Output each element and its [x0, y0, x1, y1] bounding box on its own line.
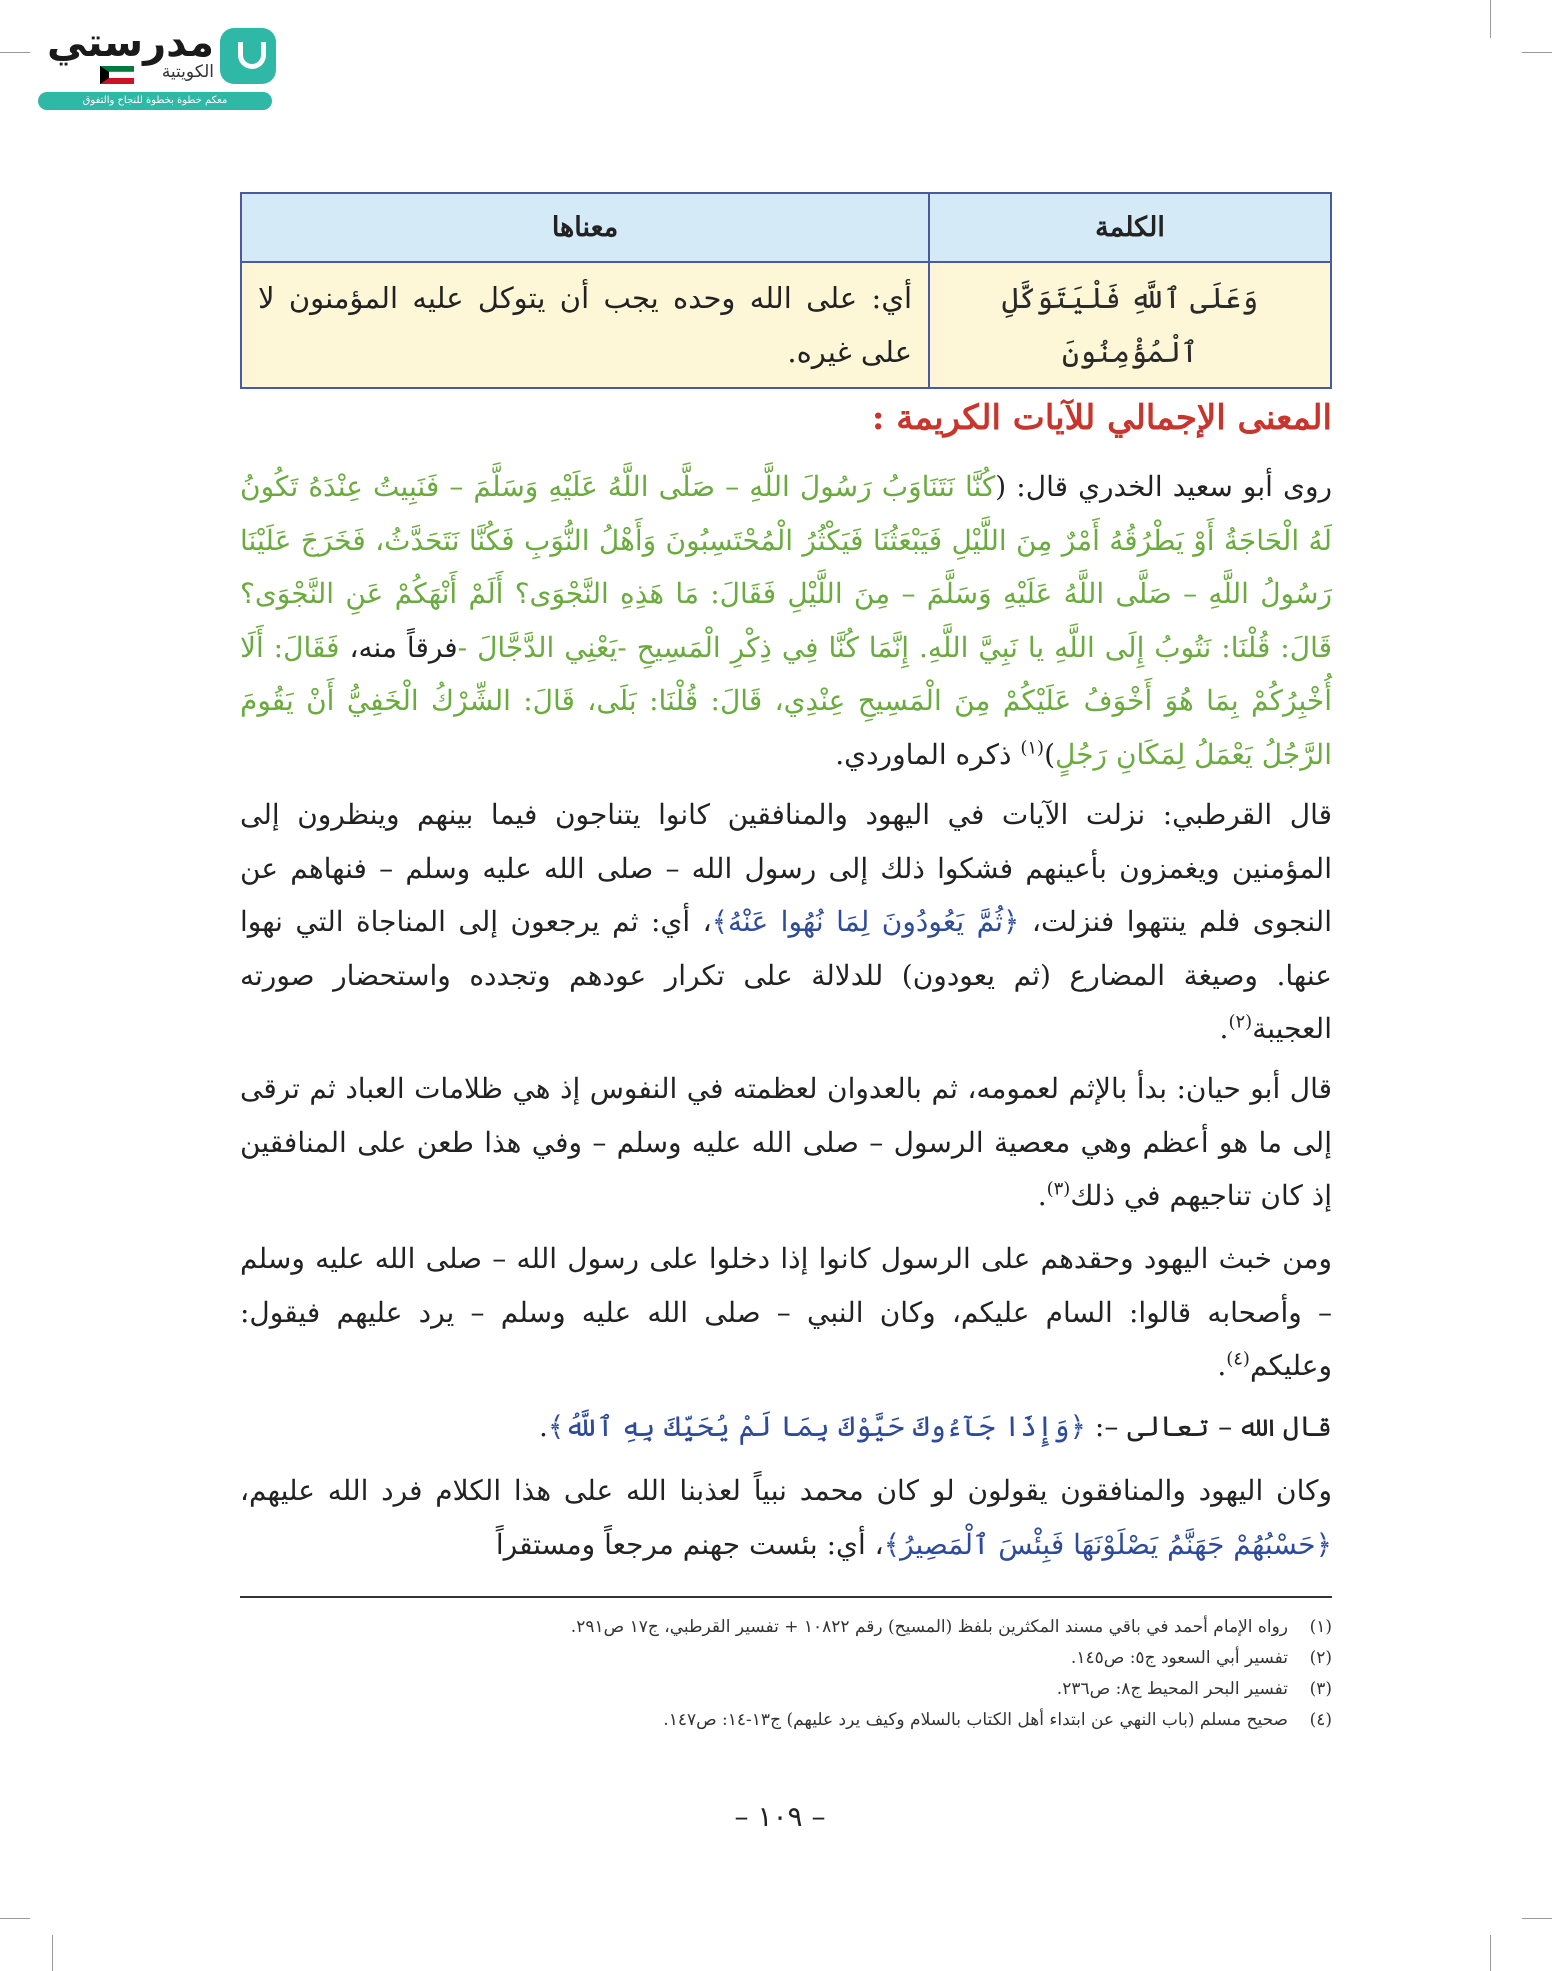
footnote-divider	[240, 1596, 1332, 1598]
paragraph-verse: قال الله – تعالى –: ﴿وَإِذَا جَآءُوكَ حَيَّوْكَ بِمَا لَمْ يُحَيِّكَ بِهِ ٱللَّهُ﴾.	[539, 1410, 1332, 1443]
crop-mark	[1522, 1918, 1552, 1919]
crop-mark	[52, 1935, 53, 1971]
crop-mark	[1522, 52, 1552, 53]
footnotes	[240, 1612, 1332, 1736]
quran-verse: ﴿وَإِذَا جَآءُوكَ حَيَّوْكَ بِمَا لَمْ يُحَيِّكَ بِهِ ٱللَّهُ﴾	[547, 1410, 1086, 1443]
meaning-cell: أي: على الله وحده يجب أن يتوكل عليه المؤمنون لا على غيره.	[241, 262, 929, 388]
footnote: (٣) تفسير البحر المحيط ج٨: ص٢٣٦.	[1056, 1679, 1332, 1699]
paragraph-abu-hayyan: قال أبو حيان: بدأ بالإثم لعمومه، ثم بالعدوان لعظمته في النفوس إذ هي ظلامات العباد ثم ترقى إلى ما هو أعظم وهي معصية الرسول – صلى الله عليه وسلم – وفي هذا طعن على المنافقين إذ كان تناجيهم في ذلك$^{(٣)}$.	[240, 1072, 1332, 1212]
crop-mark	[0, 1918, 30, 1919]
crop-mark	[1490, 0, 1491, 38]
logo-tagline: معكم خطوة بخطوة للنجاح والتفوق	[38, 92, 272, 110]
paragraph-hadith: روى أبو سعيد الخدري قال: (كُنَّا نَتَنَاوَبُ رَسُولَ اللَّهِ – صَلَّى اللَّهُ عَلَيْهِ وَسَلَّمَ – فَنَبِيتُ عِنْدَهُ تَكُونُ لَهُ الْحَاجَةُ أَوْ يَطْرُقُهُ أَمْرٌ مِنَ اللَّيْلِ فَيَبْعَثُنَا فَيَكْثُرُ الْمُحْتَسِبُونَ وَأَهْلُ النُّوَبِ فَكُنَّا نَتَحَدَّثُ، فَخَرَجَ عَلَيْنَا رَسُولُ اللَّهِ – صَلَّى اللَّهُ عَلَيْهِ وَسَلَّمَ – مِنَ اللَّيْلِ فَقَالَ: مَا هَذِهِ النَّجْوَى؟ أَلَمْ أَنْهَكُمْ عَنِ النَّجْوَى؟ قَالَ: قُلْنَا: نَتُوبُ إِلَى اللَّهِ يا نَبِيَّ اللَّهِ. إِنَّمَا كُنَّا فِي ذِكْرِ الْمَسِيحِ -يَعْنِي الدَّجَّالَ -فرقاً منه، فَقَالَ: أَلَا أُخْبِرُكُمْ بِمَا هُوَ أَخْوَفُ عَلَيْكُمْ مِنَ الْمَسِيحِ عِنْدِي، قَالَ: قُلْنَا: بَلَى، قَالَ: الشِّرْكُ الْخَفِيُّ أَنْ يَقُومَ الرَّجُلُ يَعْمَلُ لِمَكَانِ رَجُلٍ)$^{(١)}$ ذكره الماوردي.	[240, 470, 1333, 771]
header-meaning: معناها	[241, 193, 929, 262]
footnote: (٢) تفسير أبي السعود ج٥: ص١٤٥.	[1070, 1648, 1332, 1668]
table-row	[241, 262, 1331, 388]
site-logo[interactable]	[38, 22, 278, 114]
footnote: (٤) صحيح مسلم (باب النهي عن ابتداء أهل الكتاب بالسلام وكيف يرد عليهم) ج١٣-١٤: ص١٤٧.	[663, 1710, 1332, 1730]
paragraph-qurtubi: قال القرطبي: نزلت الآيات في اليهود والمنافقين كانوا يتناجون فيما بينهم وينظرون إلى المؤمنين ويغمزون بأعينهم فشكوا ذلك إلى رسول الله – صلى الله عليه وسلم – فنهاهم عن النجوى فلم ينتهوا فنزلت، ﴿ثُمَّ يَعُودُونَ لِمَا نُهُوا عَنْهُ﴾، أي: ثم يرجعون إلى المناجاة التي نهوا عنها. وصيغة المضارع (ثم يعودون) للدلالة على تكرار عودهم وتجدده واستحضار صورته العجيبة$^{(٢)}$.	[240, 798, 1332, 1045]
paragraph-hypocrites: وكان اليهود والمنافقون يقولون لو كان محمد نبياً لعذبنا الله على هذا الكلام فرد الله عليهم، ﴿حَسْبُهُمْ جَهَنَّمُ يَصْلَوْنَهَا فَبِئْسَ ٱلْمَصِيرُ﴾، أي: بئست جهنم مرجعاً ومستقراً	[240, 1474, 1332, 1561]
section-title: المعنى الإجمالي للآيات الكريمة :	[871, 398, 1332, 438]
crop-mark	[1490, 1935, 1491, 1971]
quran-verse: ﴿حَسْبُهُمْ جَهَنَّمُ يَصْلَوْنَهَا فَبِئْسَ ٱلْمَصِيرُ﴾	[883, 1527, 1332, 1561]
crop-mark	[0, 52, 30, 53]
footnote-ref: (١)	[1020, 737, 1045, 759]
footnote: (١) رواه الإمام أحمد في باقي مسند المكثرين بلفظ (المسيح) رقم ١٠٨٢٢ + تفسير القرطبي، ج١٧ ص٢٩١.	[570, 1617, 1332, 1637]
logo-title: مدرستي	[46, 20, 214, 66]
hadith-text: كُنَّا نَتَنَاوَبُ رَسُولَ اللَّهِ – صَلَّى اللَّهُ عَلَيْهِ وَسَلَّمَ – فَنَبِيتُ عِنْدَهُ تَكُونُ لَهُ الْحَاجَةُ أَوْ يَطْرُقُهُ أَمْرٌ مِنَ اللَّيْلِ فَيَبْعَثُنَا فَيَكْثُرُ الْمُحْتَسِبُونَ وَأَهْلُ النُّوَبِ فَكُنَّا نَتَحَدَّثُ، فَخَرَجَ عَلَيْنَا رَسُولُ اللَّهِ – صَلَّى اللَّهُ عَلَيْهِ وَسَلَّمَ – مِنَ اللَّيْلِ فَقَالَ: مَا هَذِهِ النَّجْوَى؟ أَلَمْ أَنْهَكُمْ عَنِ النَّجْوَى؟ قَالَ: قُلْنَا: نَتُوبُ إِلَى اللَّهِ يا نَبِيَّ اللَّهِ. إِنَّمَا كُنَّا فِي ذِكْرِ الْمَسِيحِ -يَعْنِي الدَّجَّالَ -	[240, 470, 1332, 664]
quran-verse: ﴿ثُمَّ يَعُودُونَ لِمَا نُهُوا عَنْهُ﴾	[711, 905, 1020, 938]
footnote-ref: (٤)	[1226, 1348, 1250, 1370]
word-cell: وَعَلَى ٱللَّهِ فَلْيَتَوَكَّلِ ٱلْمُؤْمِنُونَ	[929, 262, 1331, 388]
vocabulary-table	[240, 192, 1332, 389]
logo-subtitle: الكويتية	[161, 62, 214, 82]
kuwait-flag-icon	[100, 66, 134, 84]
header-word: الكلمة	[929, 193, 1331, 262]
footnote-ref: (٣)	[1046, 1178, 1071, 1200]
hadith-text: فَقَالَ: أَلَا أُخْبِرُكُمْ بِمَا هُوَ أَخْوَفُ عَلَيْكُمْ مِنَ الْمَسِيحِ عِنْدِي، قَالَ: قُلْنَا: بَلَى، قَالَ: الشِّرْكُ الْخَفِيُّ أَنْ يَقُومَ الرَّجُلُ يَعْمَلُ لِمَكَانِ رَجُلٍ	[240, 630, 1332, 771]
footnote-ref: (٢)	[1228, 1011, 1253, 1033]
logo-mark-icon	[220, 28, 276, 84]
page-number: – ١٠٩ –	[734, 1800, 826, 1833]
paragraph-jews: ومن خبث اليهود وحقدهم على الرسول كانوا إذا دخلوا على رسول الله – صلى الله عليه وسلم – وأصحابه قالوا: السام عليكم، وكان النبي – صلى الله عليه وسلم – يرد عليهم فيقول: وعليكم$^{(٤)}$.	[240, 1242, 1332, 1382]
table-header-row	[241, 193, 1331, 262]
